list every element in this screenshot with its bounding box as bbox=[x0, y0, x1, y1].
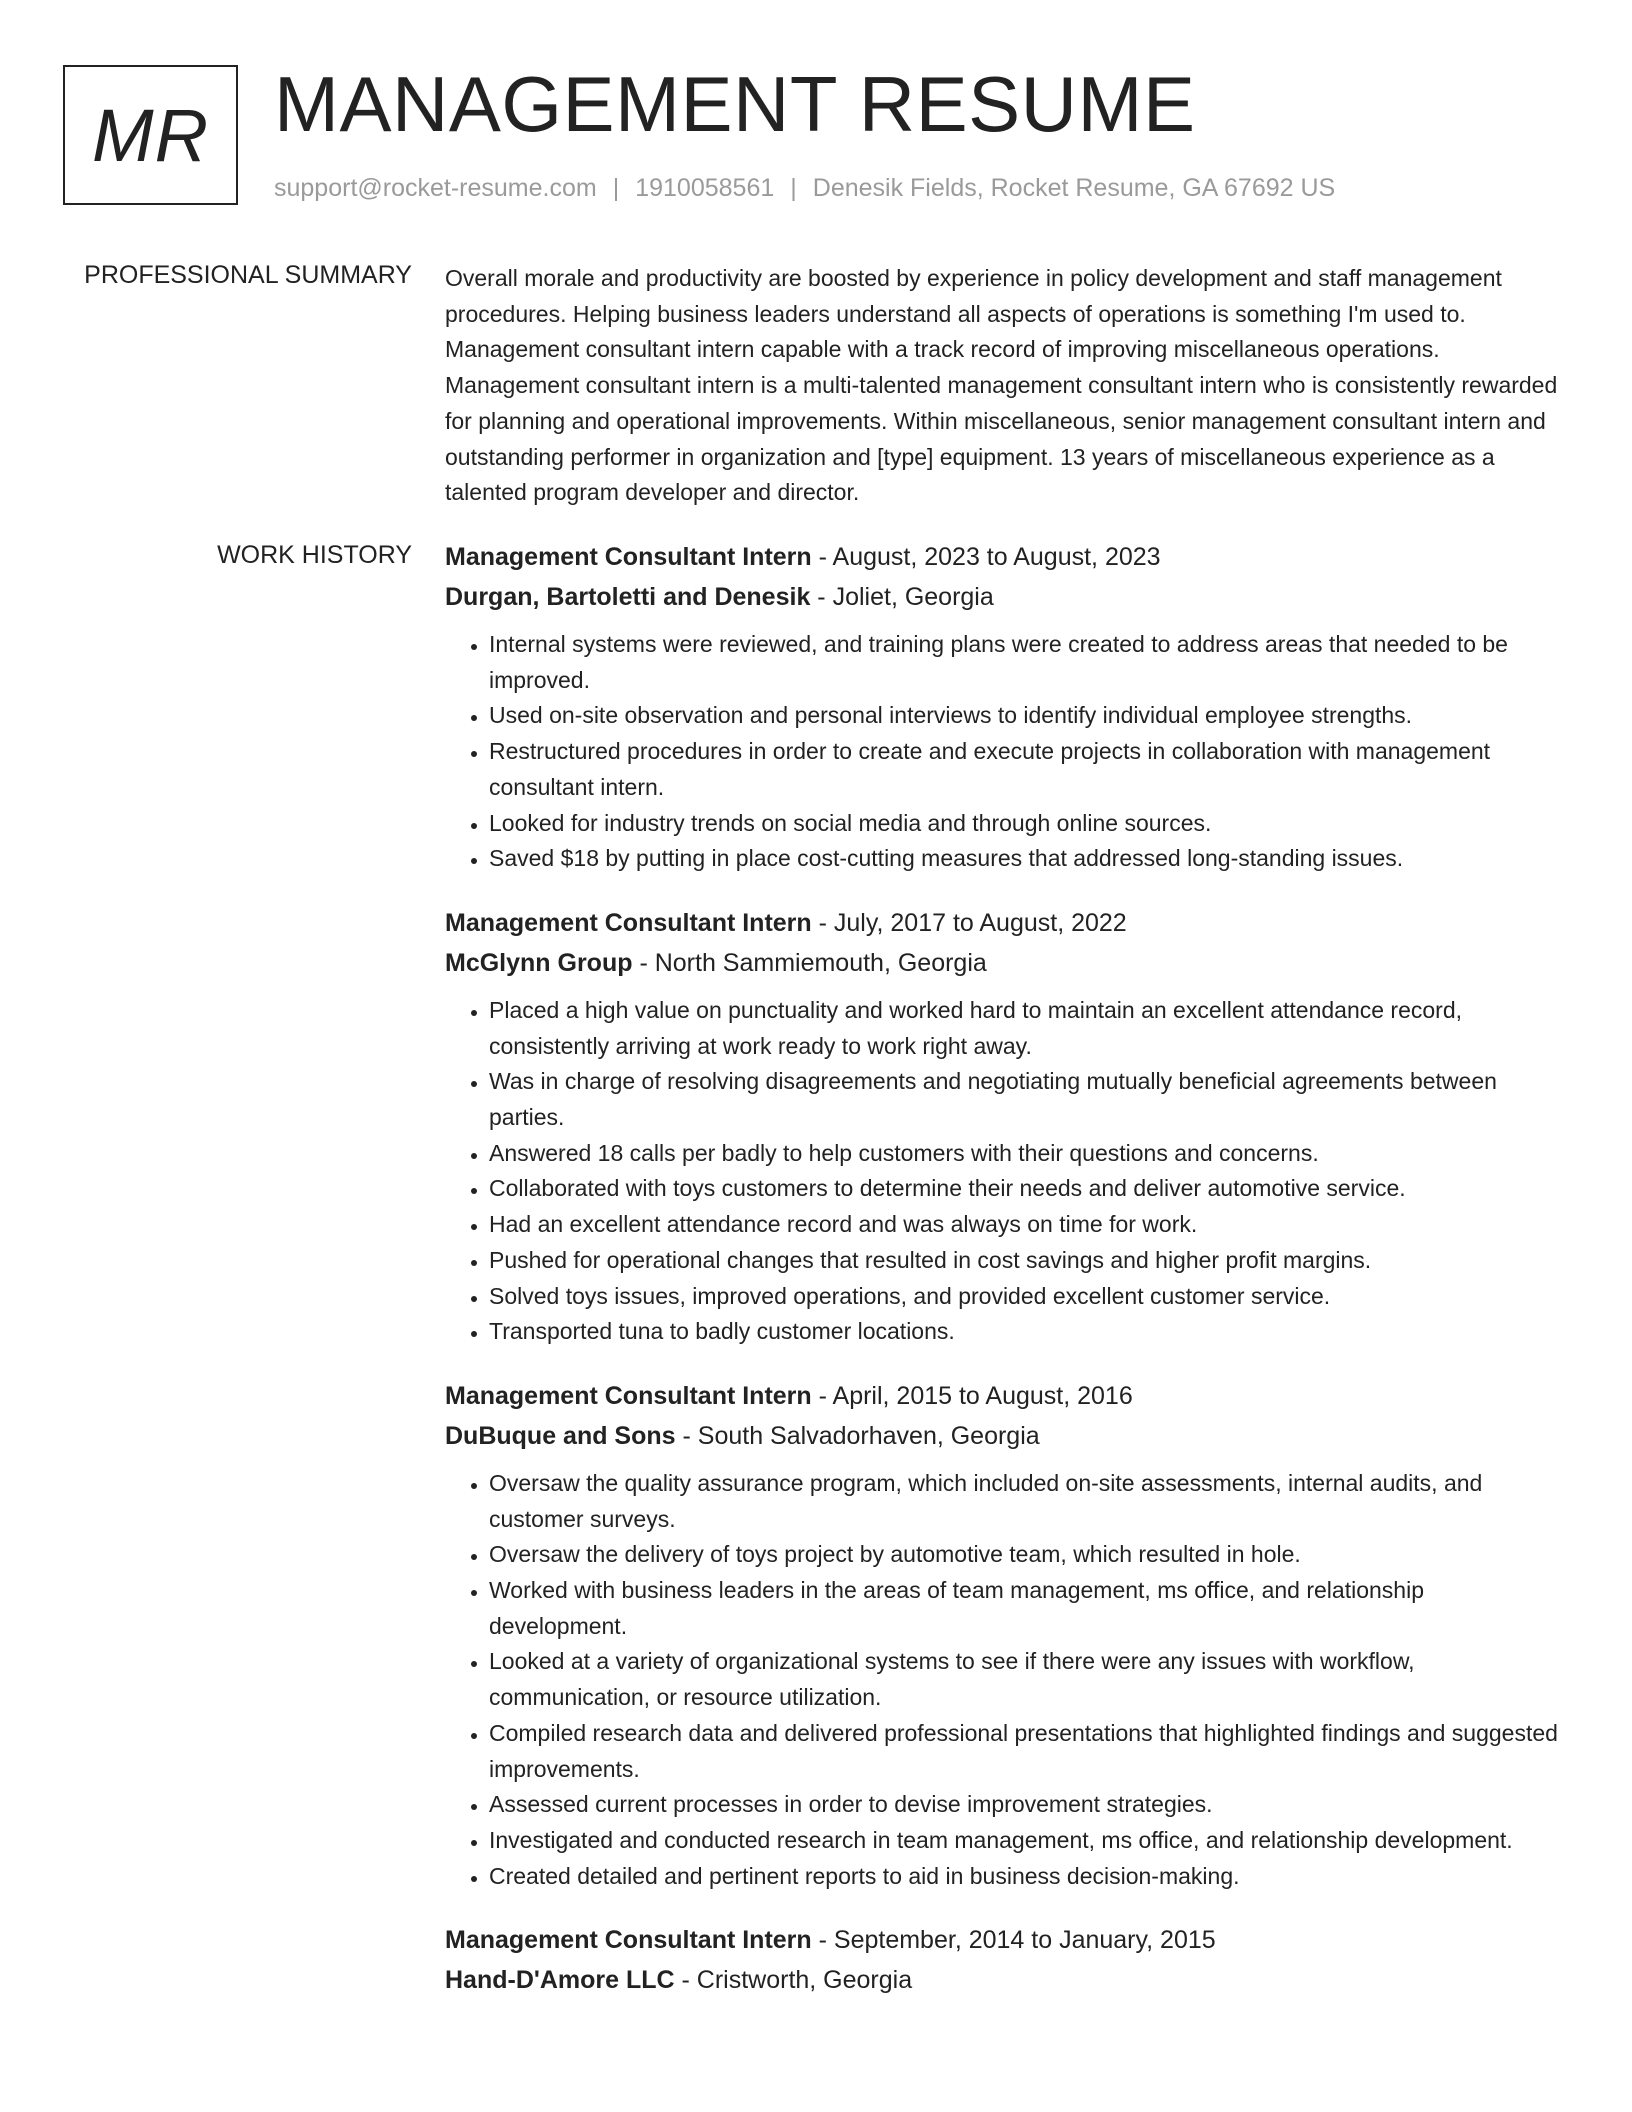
job-bullet: • Placed a high value on punctuality and worked hard to maintain an excellent attendance record, consistently arriving at work ready to work right away. bbox=[489, 993, 1565, 1064]
job-title-line bbox=[445, 1920, 1565, 1960]
contact-line bbox=[274, 174, 1335, 203]
job-location: - North Sammiemouth, Georgia bbox=[632, 948, 987, 977]
job-bullets bbox=[445, 627, 1565, 877]
job-dates: - September, 2014 to January, 2015 bbox=[811, 1926, 1216, 1955]
job-entry bbox=[445, 1920, 1565, 2000]
job-title: Management Consultant Intern bbox=[445, 908, 812, 937]
section-heading-summary: PROFESSIONAL SUMMARY bbox=[84, 261, 412, 289]
contact-separator: | bbox=[790, 174, 797, 202]
job-company-line bbox=[445, 577, 1565, 617]
job-title-line bbox=[445, 537, 1565, 577]
job-dates: - April, 2015 to August, 2016 bbox=[811, 1381, 1133, 1410]
job-bullet: • Pushed for operational changes that resulted in cost savings and higher profit margins. bbox=[489, 1243, 1565, 1279]
contact-phone: 1910058561 bbox=[635, 174, 775, 202]
job-entry bbox=[445, 1376, 1565, 1894]
job-company: Hand-D'Amore LLC bbox=[445, 1966, 675, 1995]
job-bullet: • Internal systems were reviewed, and training plans were created to address areas that needed to be improved. bbox=[489, 627, 1565, 698]
job-bullet: • Used on-site observation and personal interviews to identify individual employee strengths. bbox=[489, 698, 1565, 734]
job-bullet: • Collaborated with toys customers to determine their needs and deliver automotive service. bbox=[489, 1171, 1565, 1207]
job-bullet: • Investigated and conducted research in team management, ms office, and relationship development. bbox=[489, 1823, 1565, 1859]
job-bullet: • Answered 18 calls per badly to help customers with their questions and concerns. bbox=[489, 1136, 1565, 1172]
job-company: McGlynn Group bbox=[445, 948, 633, 977]
job-bullet: • Solved toys issues, improved operations, and provided excellent customer service. bbox=[489, 1279, 1565, 1315]
job-title-line bbox=[445, 1376, 1565, 1416]
job-bullet: • Oversaw the quality assurance program, which included on-site assessments, internal audits, and customer surveys. bbox=[489, 1466, 1565, 1537]
job-title: Management Consultant Intern bbox=[445, 543, 812, 571]
job-bullets bbox=[445, 1466, 1565, 1894]
jobs-list bbox=[445, 537, 1565, 2026]
job-location: - South Salvadorhaven, Georgia bbox=[675, 1421, 1040, 1450]
job-bullet: • Transported tuna to badly customer locations. bbox=[489, 1314, 1565, 1350]
job-dates: - August, 2023 to August, 2023 bbox=[811, 543, 1161, 571]
job-company: DuBuque and Sons bbox=[445, 1421, 676, 1450]
contact-address: Denesik Fields, Rocket Resume, GA 67692 US bbox=[812, 174, 1336, 202]
resume-title: MANAGEMENT RESUME bbox=[274, 60, 1196, 148]
summary-paragraph: Overall morale and productivity are boosted by experience in policy development and staff management procedures. Helping business leaders understand all aspects of operations is something I'm used to. Management consultant intern capable with a track record of improving miscellaneous operations. Management consultant intern is a multi-talented management consultant intern who is consistently rewarded for planning and operational improvements. Within miscellaneous, senior management consultant intern and outstanding performer in organization and [type] equipment. 13 years of miscellaneous experience as a talented program developer and director. bbox=[445, 265, 1558, 506]
job-title-line bbox=[445, 903, 1565, 943]
job-bullet: • Worked with business leaders in the areas of team management, ms office, and relationship development. bbox=[489, 1573, 1565, 1644]
job-location: - Cristworth, Georgia bbox=[674, 1966, 913, 1995]
job-title: Management Consultant Intern bbox=[445, 1381, 812, 1410]
job-location: - Joliet, Georgia bbox=[810, 583, 994, 611]
job-dates: - July, 2017 to August, 2022 bbox=[811, 908, 1127, 937]
job-bullet: • Looked at a variety of organizational systems to see if there were any issues with workflow, communication, or resource utilization. bbox=[489, 1644, 1565, 1715]
job-title: Management Consultant Intern bbox=[445, 1926, 812, 1955]
job-entry bbox=[445, 903, 1565, 1350]
job-bullet: • Had an excellent attendance record and was always on time for work. bbox=[489, 1207, 1565, 1243]
job-bullet: • Assessed current processes in order to devise improvement strategies. bbox=[489, 1787, 1565, 1823]
job-bullet: • Restructured procedures in order to create and execute projects in collaboration with management consultant intern. bbox=[489, 734, 1565, 805]
job-bullets bbox=[445, 993, 1565, 1350]
monogram-logo: MR bbox=[63, 65, 238, 205]
contact-email: support@rocket-resume.com bbox=[274, 174, 597, 202]
job-company-line bbox=[445, 1416, 1565, 1456]
job-company: Durgan, Bartoletti and Denesik bbox=[445, 583, 811, 611]
job-bullet: • Looked for industry trends on social media and through online sources. bbox=[489, 806, 1565, 842]
job-bullet: • Was in charge of resolving disagreements and negotiating mutually beneficial agreements between parties. bbox=[489, 1064, 1565, 1135]
job-bullet: • Created detailed and pertinent reports to aid in business decision-making. bbox=[489, 1859, 1565, 1895]
job-entry bbox=[445, 537, 1565, 877]
contact-separator: | bbox=[612, 174, 620, 202]
job-bullet: • Compiled research data and delivered professional presentations that highlighted findings and suggested improvements. bbox=[489, 1716, 1565, 1787]
job-company-line bbox=[445, 943, 1565, 983]
section-heading-work-history: WORK HISTORY bbox=[217, 541, 412, 569]
job-bullet: • Saved $18 by putting in place cost-cutting measures that addressed long-standing issues. bbox=[489, 841, 1565, 877]
job-bullet: • Oversaw the delivery of toys project by automotive team, which resulted in hole. bbox=[489, 1537, 1565, 1573]
job-company-line bbox=[445, 1960, 1565, 2000]
